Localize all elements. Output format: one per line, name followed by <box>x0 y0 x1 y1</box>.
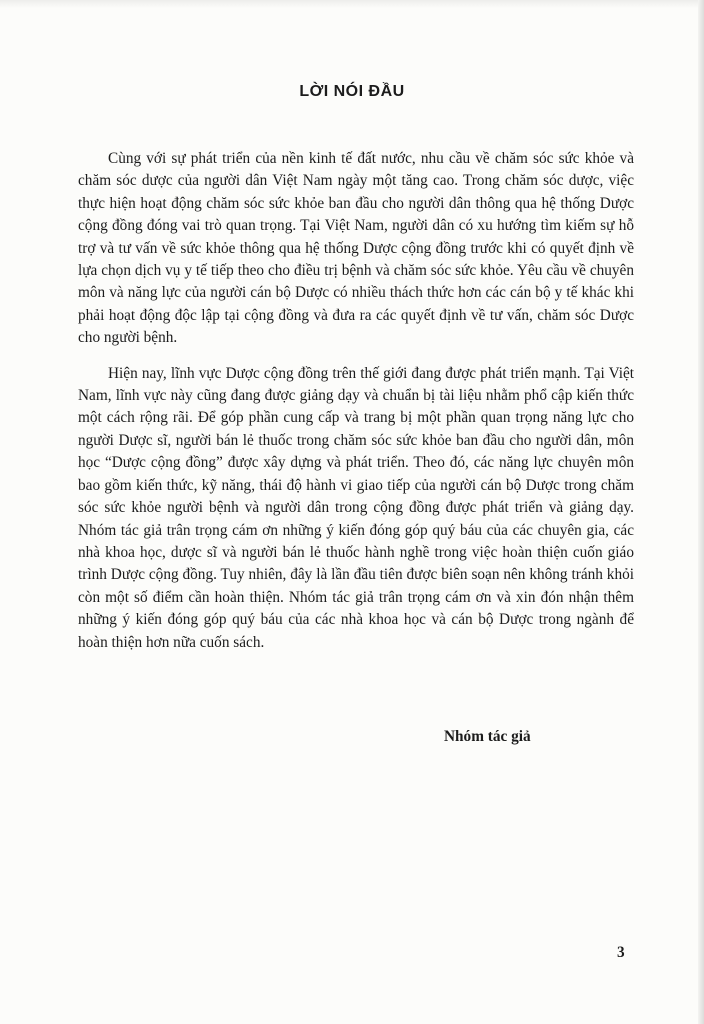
page-number: 3 <box>617 944 625 961</box>
paragraph-2: Hiện nay, lĩnh vực Dược cộng đồng trên thế giới đang được phát triển mạnh. Tại Việt Nam, lĩnh vực này cũng đang được giảng dạy và chuẩn bị tài liệu nhằm phổ cập kiến thức một cách rộng rãi. Để góp phần cung cấp và trang bị một phần quan trọng năng lực cho người Dược sĩ, người bán lẻ thuốc trong chăm sóc sức khỏe ban đầu cho người dân, môn học “Dược cộng đồng” được xây dựng và phát triển. Theo đó, các năng lực chuyên môn bao gồm kiến thức, kỹ năng, thái độ hành vi giao tiếp của người cán bộ Dược trong chăm sóc sức khỏe người bệnh và người dân trong cộng đồng được phát triển và giảng dạy. Nhóm tác giả trân trọng cám ơn những ý kiến đóng góp quý báu của các chuyên gia, các nhà khoa học, dược sĩ và người bán lẻ thuốc hành nghề trong việc hoàn thiện cuốn giáo trình Dược cộng đồng. Tuy nhiên, đây là lần đầu tiên được biên soạn nên không tránh khỏi còn một số điểm cần hoàn thiện. Nhóm tác giả trân trọng cám ơn và xin đón nhận thêm những ý kiến đóng góp quý báu của các nhà khoa học và cán bộ Dược trong ngành để hoàn thiện hơn nữa cuốn sách. <box>78 364 634 651</box>
page-top-edge <box>0 0 704 8</box>
author-signature: Nhóm tác giả <box>444 728 531 745</box>
body-text <box>78 148 634 654</box>
page-title: LỜI NÓI ĐẦU <box>299 83 405 100</box>
paragraph-1: Cùng với sự phát triển của nền kinh tế đất nước, nhu cầu về chăm sóc sức khỏe và chăm sóc dược của người dân Việt Nam ngày một tăng cao. Trong chăm sóc dược, việc thực hiện hoạt động chăm sóc sức khỏe ban đầu cho người dân thông qua hệ thống Dược cộng đồng đóng vai trò quan trọng. Tại Việt Nam, người dân có xu hướng tìm kiếm sự hỗ trợ và tư vấn về sức khỏe thông qua hệ thống Dược cộng đồng trước khi có quyết định về lựa chọn dịch vụ y tế tiếp theo cho điều trị bệnh và chăm sóc sức khỏe. Yêu cầu về chuyên môn và năng lực của người cán bộ Dược có nhiều thách thức hơn các cán bộ y tế khác khi phải hoạt động độc lập tại cộng đồng và đưa ra các quyết định về tư vấn, chăm sóc Dược cho người bệnh. <box>78 150 634 347</box>
page-right-edge-shadow <box>698 0 704 1024</box>
